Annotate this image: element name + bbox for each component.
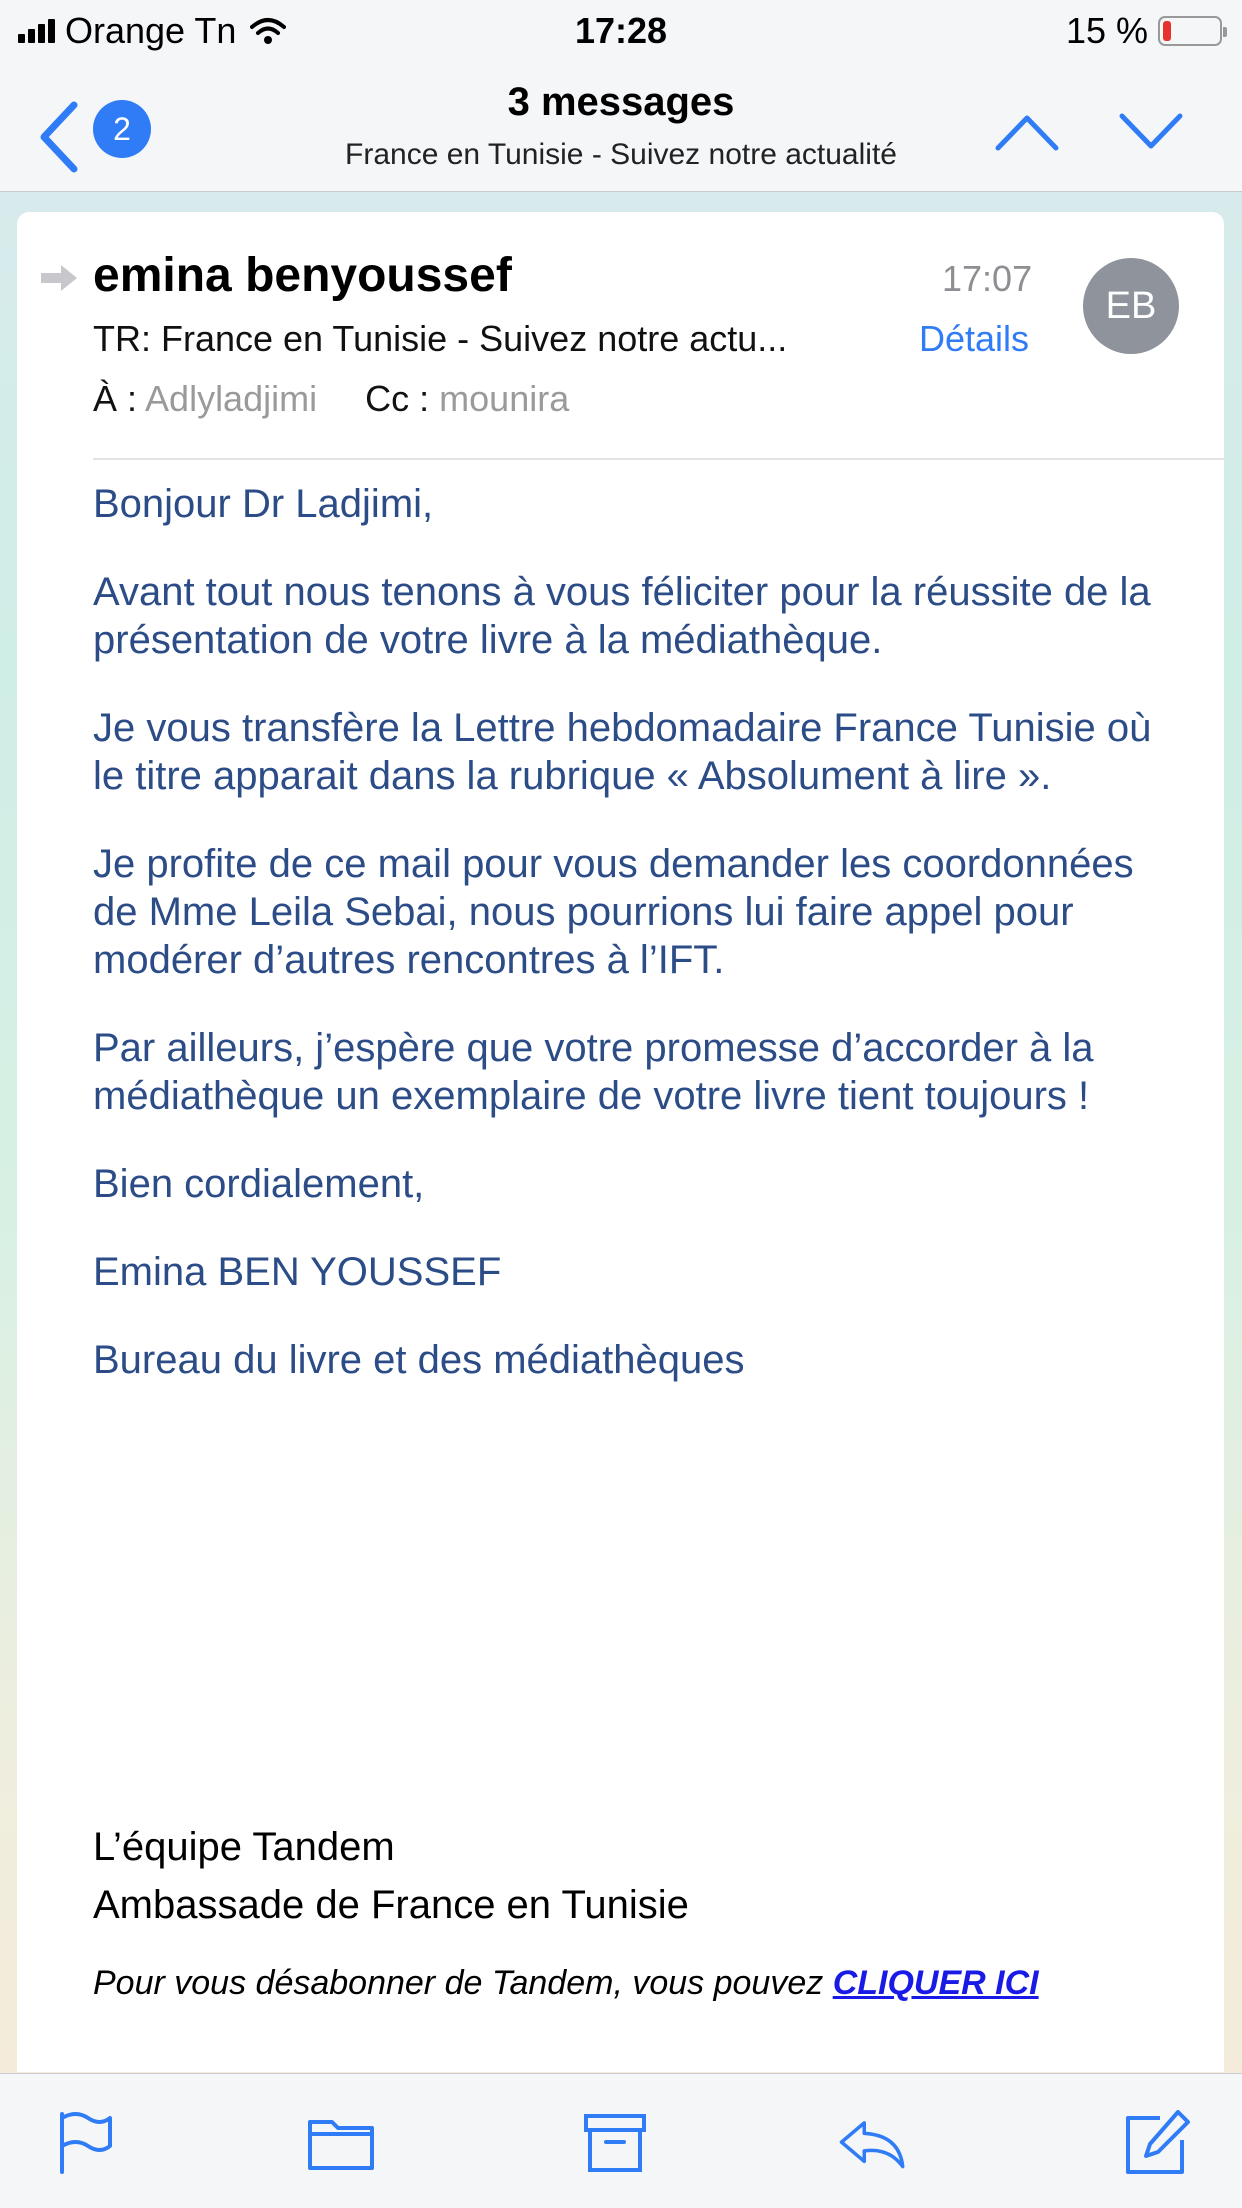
unsubscribe-text: Pour vous désabonner de Tandem, vous pouvez (93, 1964, 833, 2002)
navigation-bar (0, 62, 1242, 192)
sender-signature-department: Bureau du livre et des médiathèques (93, 1338, 745, 1382)
carrier-name: Orange Tn (65, 10, 237, 51)
to-recipient[interactable]: Adlyladjimi (145, 378, 318, 419)
signature-team: L’équipe Tandem (93, 1825, 395, 1869)
message-subject: TR: France en Tunisie - Suivez notre actu... (93, 318, 788, 359)
newsletter-signature (93, 1818, 689, 1934)
closing-paragraph: Bien cordialement, (93, 1162, 425, 1206)
message-time: 17:07 (942, 258, 1033, 299)
avatar[interactable]: EB (1083, 258, 1179, 354)
battery-status (1066, 10, 1222, 52)
folder-icon[interactable] (306, 2108, 376, 2178)
status-bar (0, 0, 1242, 62)
battery-icon (1158, 16, 1222, 46)
message-body (93, 480, 1153, 1424)
greeting-paragraph: Bonjour Dr Ladjimi, (93, 482, 434, 526)
message-card (17, 212, 1224, 2072)
body-paragraph: Je profite de ce mail pour vous demander les coordonnées de Mme Leila Sebai, nous pourrions lui faire appel pour modérer d’autres rencontres à l’IFT. (93, 842, 1134, 982)
body-paragraph: Je vous transfère la Lettre hebdomadaire France Tunisie où le titre apparait dans la rubrique « Absolument à lire ». (93, 706, 1152, 798)
thread-title: 3 messages (507, 80, 735, 124)
cc-recipient[interactable]: mounira (439, 378, 570, 419)
to-label: À : (93, 378, 138, 419)
details-link[interactable]: Détails (919, 318, 1030, 359)
reply-icon[interactable] (838, 2108, 908, 2178)
battery-percent: 15 % (1065, 10, 1148, 51)
forwarded-arrow-icon (39, 262, 79, 294)
sender-signature-name: Emina BEN YOUSSEF (93, 1250, 502, 1294)
archive-icon[interactable] (580, 2108, 650, 2178)
body-paragraph: Avant tout nous tenons à vous féliciter pour la réussite de la présentation de votre livre à la médiathèque. (93, 570, 1151, 662)
signature-embassy: Ambassade de France en Tunisie (93, 1883, 689, 1927)
bottom-toolbar (0, 2073, 1242, 2208)
header-divider (93, 458, 1224, 460)
unread-count-badge[interactable]: 2 (93, 100, 151, 158)
thread-subtitle: France en Tunisie - Suivez notre actualité (345, 138, 897, 171)
cc-label: Cc : (365, 378, 430, 419)
compose-icon[interactable] (1122, 2108, 1192, 2178)
flag-icon[interactable] (50, 2108, 120, 2178)
body-paragraph: Par ailleurs, j’espère que votre promesse d’accorder à la médiathèque un exemplaire de votre livre tient toujours ! (93, 1026, 1094, 1118)
unsubscribe-line (93, 1964, 1039, 2003)
previous-message-chevron-up-icon[interactable] (994, 102, 1060, 162)
status-time: 17:28 (574, 10, 668, 51)
unsubscribe-link[interactable]: CLIQUER ICI (832, 1964, 1039, 2002)
next-message-chevron-down-icon[interactable] (1118, 102, 1184, 162)
recipients-line (93, 378, 569, 420)
sender-name[interactable]: emina benyoussef (93, 249, 512, 302)
